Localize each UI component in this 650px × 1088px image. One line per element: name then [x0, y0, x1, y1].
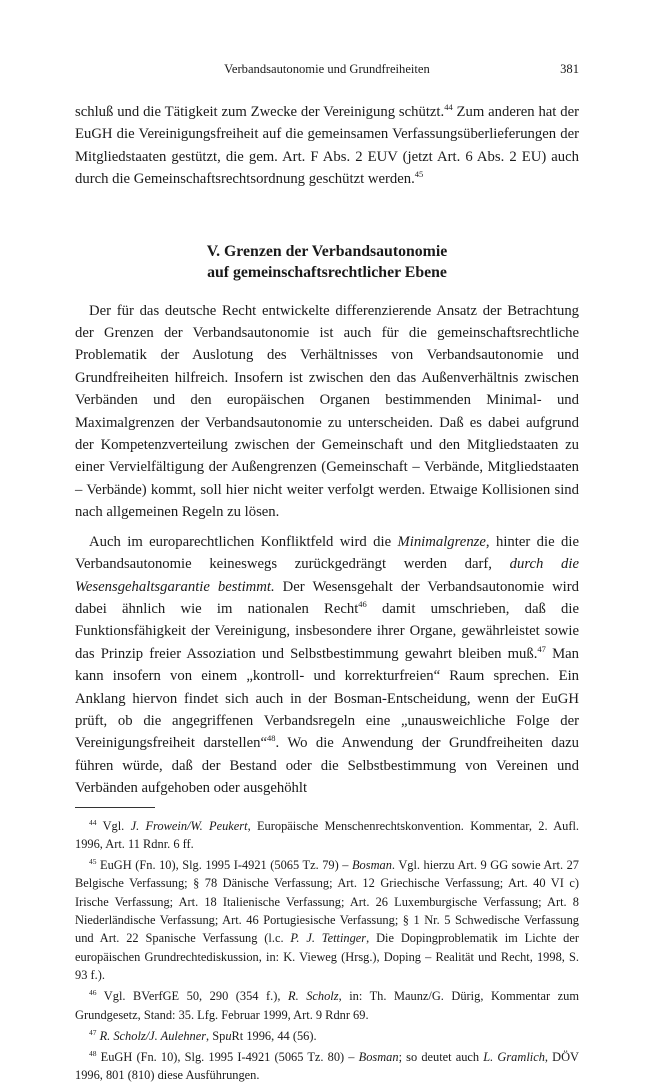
- p2-text-1: Auch im europarechtlichen Konfliktfeld wird die: [89, 533, 398, 550]
- intro-paragraph: [75, 101, 579, 191]
- footnote-text: . Vgl. hierzu Art. 9 GG sowie Art. 27 Belgische Verfassung; § 78 Dänische Verfassung; Art. 12 Griechische Verfassung; Art. 40 VI c) Irische Verfassung; Art. 18 Italienische Verfassung; Art. 26 Luxemburgische Verfassung; Art. 8 Niederländische Verfassung; Art. 46 Portugiesische Verfassung; § 1 Nr. 5 Schwedische Verfassung und Art. 22 Spanische Verfassung (l.c.: [75, 858, 579, 946]
- footnote-case-name: Bosman: [358, 1050, 399, 1065]
- footnote-45: [75, 856, 579, 984]
- footnote-author: R. Scholz/J. Aulehner: [96, 1028, 207, 1043]
- footnote-case-name: Bosman: [351, 858, 392, 873]
- footnote-number: 44: [89, 817, 97, 827]
- footnote-text: , Die Dopingproblematik im Lichte der europäischen Grundrechtediskussion, in: K. Vieweg (Hrsg.), Doping – Realität und Recht, 1998, S. 93 f.).: [75, 931, 580, 982]
- footnote-ref-47: 47: [537, 643, 546, 654]
- section-heading-line-1: V. Grenzen der Verbandsautonomie: [206, 242, 448, 260]
- footnote-text: EuGH (Fn. 10), Slg. 1995 I-4921 (5065 Tz. 79) –: [96, 858, 352, 873]
- footnote-ref-48: 48: [267, 733, 276, 744]
- p2-text-3: Der Wesensgehalt der Verbandsautonomie wird dabei ähnlich wie im nationalen Recht: [75, 578, 579, 617]
- footnote-text: Vgl.: [96, 818, 131, 833]
- footnote-46: [75, 987, 579, 1024]
- footnote-number: 48: [89, 1049, 97, 1059]
- body-paragraph-1: Der für das deutsche Recht entwickelte differenzierende Ansatz der Betrachtung der Grenzen der Verbandsautonomie ist auch für die gemeinschaftsrechtliche Problematik der Auslotung des Verhältnisses von Verbandsautonomie und Grundfreiheiten hilfreich. Insofern ist zwischen den das Außenverhältnis zwischen Verbänden und den europäischen Organen bestimmenden Minimal- und Maximalgrenzen der Verbandsautonomie zu unterscheiden. Daß es dabei aufgrund der Kompetenzverteilung zwischen der Gemeinschaft und den Mitgliedstaaten zu einer Vervielfältigung der Außengrenzen (Gemeinschaft – Verbände, Mitgliedstaaten – Verbände) kommt, soll hier nicht weiter verfolgt werden. Etwaige Kollisionen sind nach allgemeinen Regeln zu lösen.: [75, 302, 579, 521]
- footnote-text: Vgl. BVerfGE 50, 290 (354 f.),: [96, 989, 289, 1004]
- footnote-text: , in: Th. Maunz/G. Dürig, Kommentar zum Grundgesetz, Stand: 35. Lfg. Februar 1999, Art. 9 Rdnr 69.: [75, 989, 579, 1022]
- footnote-text: Rt 1996, 44 (56).: [231, 1028, 317, 1043]
- p2-emphasis-minimalgrenze: Minimalgrenze: [397, 533, 486, 550]
- footnote-48: [75, 1048, 579, 1085]
- p2-text-5: Man kann insofern von einem „kontroll- und korrekturfreien“ Raum sprechen. Ein Anklang hiervon findet sich auch in der Bosman-Entscheidung, wenn der EuGH prüft, ob die angegriffenen Verbandsregeln eine „unausweichliche Folge der Vereinigungsfreiheit darstellen“: [75, 645, 579, 752]
- footnote-author: J. Frowein/W. Peukert: [130, 818, 248, 833]
- footnote-italic-letter: u: [225, 1028, 232, 1043]
- footnote-44: [75, 817, 579, 854]
- footnote-author: L. Gramlich: [483, 1050, 545, 1065]
- footnote-author: R. Scholz: [288, 989, 339, 1004]
- book-page: [75, 62, 579, 1088]
- running-title: Verbandsautonomie und Grundfreiheiten: [224, 62, 430, 76]
- p2-emphasis-wesensgehalt: durch die Wesensgehaltsgarantie bestimmt.: [75, 556, 579, 595]
- footnote-text: ; so deutet auch: [398, 1050, 484, 1065]
- footnote-text: , Europäische Menschenrechtskonvention. Kommentar, 2. Aufl. 1996, Art. 11 Rdnr. 6 ff.: [75, 818, 580, 851]
- p2-text-4: damit umschrieben, daß die Funktionsfähigkeit der Vereinigung, insbesondere ihrer Organe, gewährleistet sowie das Prinzip freier Assoziation und Selbstbestimmung gewahrt bleiben muß.: [75, 600, 579, 662]
- footnote-text: EuGH (Fn. 10), Slg. 1995 I-4921 (5065 Tz. 80) –: [96, 1050, 359, 1065]
- footnote-number: 47: [89, 1027, 97, 1037]
- footnote-number: 46: [89, 988, 97, 998]
- running-head: [75, 62, 579, 82]
- section-heading: [75, 241, 579, 284]
- intro-text-1: schluß und die Tätigkeit zum Zwecke der Vereinigung schützt.: [75, 104, 445, 120]
- footnote-text: , DÖV 1996, 801 (810) diese Ausführungen.: [75, 1050, 579, 1083]
- footnote-text: , Sp: [206, 1028, 226, 1043]
- intro-text-2: Zum anderen hat der EuGH die Vereinigungsfreiheit auf die gemeinsamen Verfassungsüberlieferungen der Mitgliedstaaten gestützt, die gem. Art. F Abs. 2 EUV (jetzt Art. 6 Abs. 2 EU) auch durch die Gemeinschaftsrechtsordnung geschützt werden.: [75, 104, 579, 188]
- page-number: 381: [560, 62, 579, 76]
- footnote-47: [75, 1027, 579, 1045]
- footnote-author: P. J. Tettinger: [290, 931, 367, 946]
- section-heading-line-2: auf gemeinschaftsrechtlicher Ebene: [207, 264, 447, 282]
- footnote-ref-46: 46: [358, 598, 367, 609]
- p2-text-2: , hinter die die Verbandsautonomie keineswegs zurückgedrängt werden darf,: [75, 533, 579, 573]
- footnote-ref-44: 44: [444, 102, 453, 112]
- body-paragraph-2: [75, 531, 579, 800]
- p2-text-6: . Wo die Anwendung der Grundfreiheiten dazu führen würde, daß der Bestand oder die Selbstbestimmung von Vereinen und Verbänden aufgehoben oder ausgehöhlt: [75, 735, 579, 797]
- footnote-number: 45: [89, 857, 97, 867]
- footnote-ref-45: 45: [414, 169, 424, 180]
- footnote-divider: [75, 807, 155, 808]
